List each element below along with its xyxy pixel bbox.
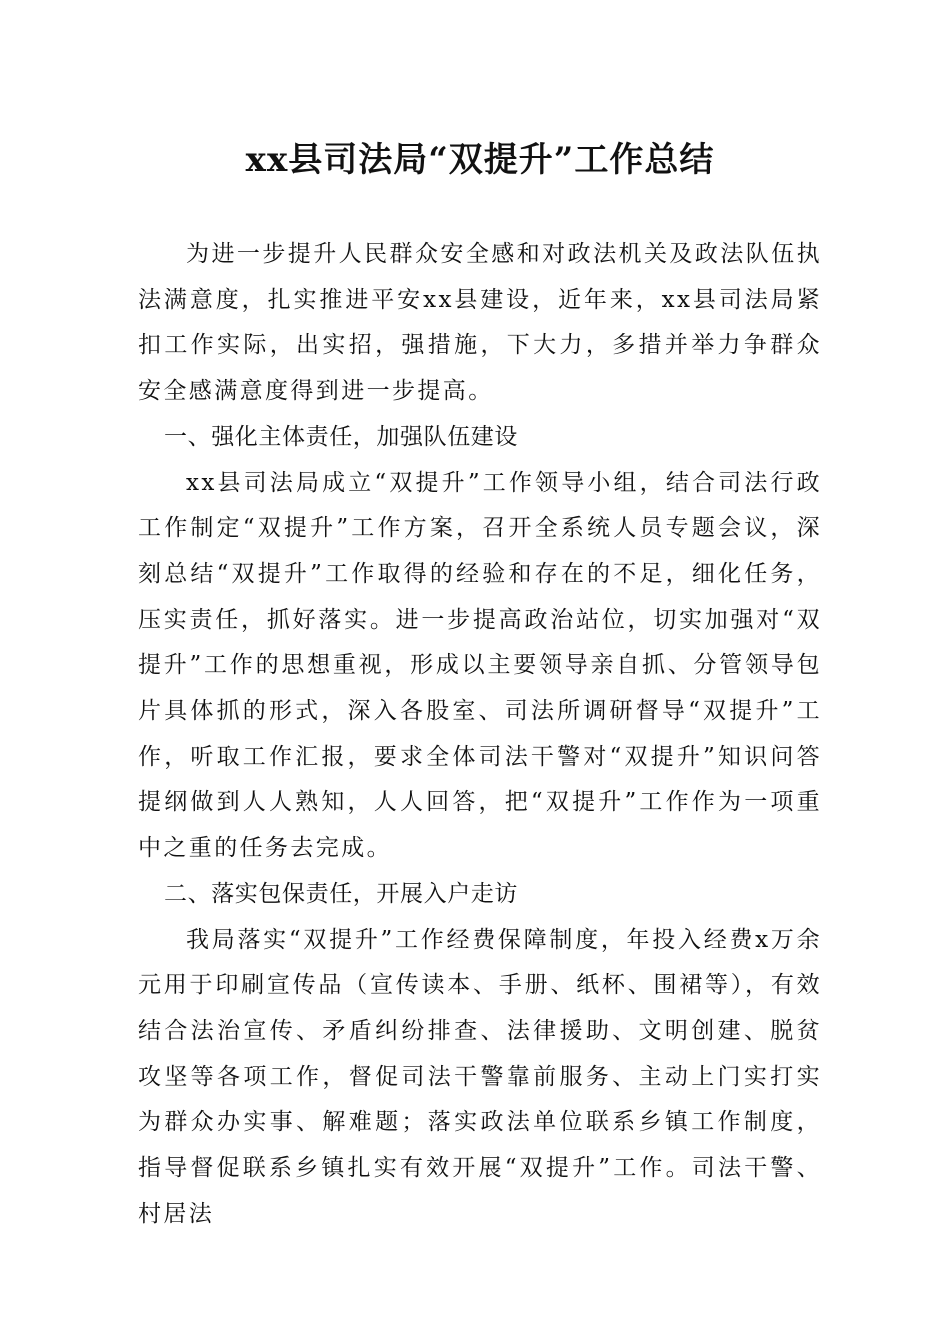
section-heading-1: 一、强化主体责任，加强队伍建设 [164, 423, 518, 450]
document-title: xx县司法局“双提升”工作总结 [245, 140, 715, 180]
paragraph-intro: 为进一步提升人民群众安全感和对政法机关及政法队伍执法满意度，扎实推进平安xx县建设，近年来，xx县司法局紧扣工作实际，出实招，强措施，下大力，多措并举力争群众安全感满意度得到进一步提高。 [138, 241, 822, 405]
document-body [138, 128, 822, 1237]
paragraph-section-2: 我局落实“双提升”工作经费保障制度，年投入经费x万余元用于印刷宣传品（宣传读本、手册、纸杯、围裙等），有效结合法治宣传、矛盾纠纷排查、法律援助、文明创建、脱贫攻坚等各项工作，督促司法干警靠前服务、主动上门实打实为群众办实事、解难题；落实政法单位联系乡镇工作制度，指导督促联系乡镇扎实有效开展“双提升”工作。司法干警、村居法 [138, 926, 822, 1227]
paragraph-section-1: xx县司法局成立“双提升”工作领导小组，结合司法行政工作制定“双提升”工作方案，召开全系统人员专题会议，深刻总结“双提升”工作取得的经验和存在的不足，细化任务，压实责任，抓好落实。进一步提高政治站位，切实加强对“双提升”工作的思想重视，形成以主要领导亲自抓、分管领导包片具体抓的形式，深入各股室、司法所调研督导“双提升”工作，听取工作汇报，要求全体司法干警对“双提升”知识问答提纲做到人人熟知，人人回答，把“双提升”工作作为一项重中之重的任务去完成。 [138, 469, 822, 862]
document-content [138, 232, 822, 1237]
section-heading-2: 二、落实包保责任，开展入户走访 [164, 880, 518, 907]
